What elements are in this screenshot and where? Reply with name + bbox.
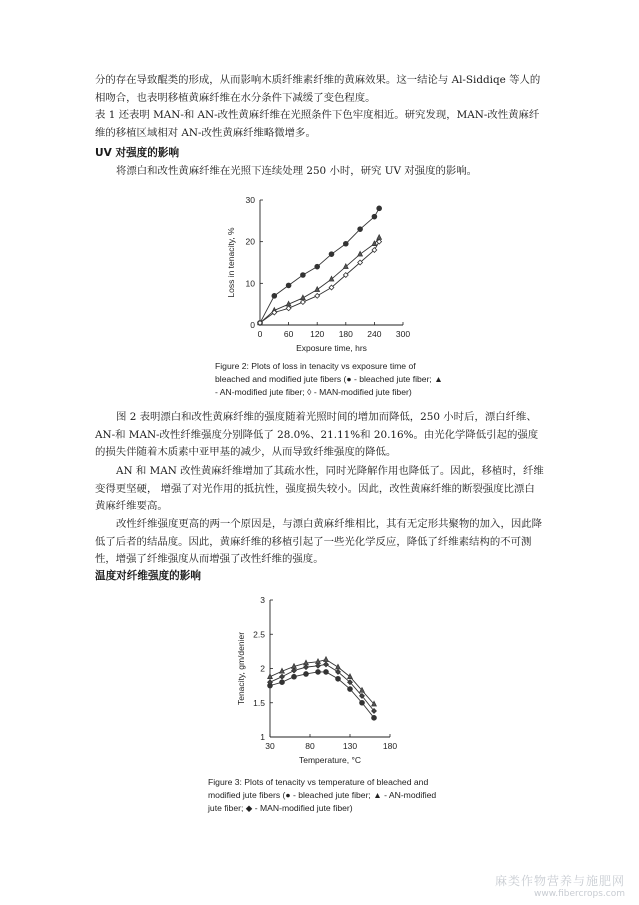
chart-2-y-tick-label: 2 — [260, 663, 265, 674]
chart-2-series-2-line — [270, 660, 374, 705]
chart-1-series-3-point — [315, 293, 320, 298]
chart-1-series-1-point — [358, 227, 363, 232]
chart-1-y-tick-label: 0 — [250, 320, 255, 330]
chart-1-y-tick-label: 30 — [245, 195, 255, 205]
chart-2-series-1-line — [270, 672, 374, 718]
figure-2-plot-area — [226, 195, 410, 353]
chart-2-series-2-point — [348, 674, 353, 679]
chart-2-series-3-point — [292, 668, 297, 673]
chart-2-series-3-line — [270, 664, 374, 711]
chart-1-y-tick-label: 20 — [245, 236, 255, 247]
paragraph-crystallinity: 改性纤维强度更高的两一个原因是，与漂白黄麻纤维相比，其有无定形共聚物的加入，因此降低了后者的结晶度。因此，黄麻纤维的移植引起了一些光化学反应，降低了纤维素结构的不可测性，增强了纤维强度从而增强了改性纤维的强度。 — [95, 518, 543, 566]
chart-1-series-2-point — [329, 276, 334, 281]
chart-2-x-tick-label: 180 — [382, 741, 398, 751]
chart-1-x-tick-label: 300 — [395, 329, 411, 339]
chart-1-series-1-point — [329, 252, 334, 257]
chart-1-x-tick-label: 60 — [283, 329, 294, 339]
chart-1-series-3-point — [286, 306, 291, 311]
chart-1-series-2-point — [358, 251, 363, 256]
chart-1-series-1-point — [315, 264, 320, 269]
chart-1-series-2-point — [377, 235, 382, 240]
chart-1-series-1-point — [301, 273, 306, 278]
chart-2-y-tick-label: 3 — [260, 595, 265, 605]
chart-2-series-1-point — [360, 700, 365, 705]
paragraph-fig2-discussion: 图 2 表明漂白和改性黄麻纤维的强度随着光照时间的增加而降低，250 小时后，漂白纤维、AN-和 MAN-改性纤维强度分别降低了 28.0%、21.11%和 20.16%。由光化学降低引起的强度的损失伴随着木质素中亚甲基的减少，从而导致纤维强度的降低。 — [95, 411, 539, 459]
chart-2-series-1-point — [292, 674, 297, 679]
chart-2-series-1-point — [348, 687, 353, 692]
chart-2-y-tick-label: 2.5 — [253, 629, 265, 640]
chart-2-series-3-point — [304, 665, 309, 670]
chart-2-series-1-point — [304, 672, 309, 677]
chart-1-x-axis-label: Exposure time, hrs — [296, 343, 367, 353]
paragraph-uv-intro: 将漂白和改性黄麻纤维在光照下连续处理 250 小时，研究 UV 对强度的影响。 — [116, 165, 478, 177]
chart-2-series-1-point — [372, 715, 377, 720]
figure-3-plot-area — [236, 595, 397, 765]
watermark-name: 麻类作物营养与施肥网 — [494, 874, 625, 888]
figure-3-chart — [230, 590, 425, 775]
chart-1-series-1-point — [343, 241, 348, 246]
chart-1-series-2-point — [343, 264, 348, 269]
chart-2-y-tick-label: 1 — [260, 732, 265, 742]
chart-2-series-2-point — [336, 664, 341, 669]
chart-1-series-3-point — [301, 300, 306, 305]
chart-1-y-axis-label: Loss in tenacity, % — [226, 227, 236, 298]
chart-2-x-tick-label: 130 — [342, 741, 358, 751]
chart-2-y-axis-label: Tenacity, gm/denier — [236, 631, 246, 706]
chart-1-series-1-point — [372, 214, 377, 219]
chart-2-x-axis-label: Temperature, °C — [299, 755, 361, 765]
section-heading-temperature: 温度对纤维强度的影响 — [95, 570, 201, 582]
chart-2-series-2-point — [324, 657, 329, 662]
chart-2-x-tick-label: 80 — [305, 741, 315, 751]
chart-2-series-1-point — [280, 680, 285, 685]
chart-2-series-1-point — [336, 676, 341, 681]
chart-1-series-2-line — [260, 238, 379, 323]
watermark-url: www.fibercrops.com — [534, 889, 625, 899]
chart-2-series-3-point — [324, 662, 329, 667]
chart-2-series-1-point — [316, 670, 321, 675]
chart-1-x-tick-label: 180 — [338, 329, 353, 339]
paragraph-table1: 表 1 还表明 MAN-和 AN-改性黄麻纤维在光照条件下色牢度相近。研究发现，MAN-改性黄麻纤维的移植区域相对 AN-改性黄麻纤维略微增多。 — [95, 109, 540, 139]
chart-1-series-2-point — [315, 287, 320, 292]
chart-1-x-tick-label: 240 — [367, 329, 382, 339]
watermark — [495, 872, 625, 899]
paragraph-hydrophobicity: AN 和 MAN 改性黄麻纤维增加了其疏水性，同时光降解作用也降低了。因此，移植时，纤维变得更坚硬， 增强了对光作用的抵抗性，强度损失较小。因此，改性黄麻纤维的断裂强度比漂白黄麻纤维要高。 — [95, 465, 544, 513]
paragraph-intro: 分的存在导致醌类的形成，从而影响木质纤维素纤维的黄麻效果。这一结论与 Al-Siddiqe 等人的相吻合，也表明移植黄麻纤维在水分条件下减缓了变色程度。 — [95, 74, 541, 104]
chart-2-y-tick-label: 1.5 — [253, 697, 265, 708]
figure-3-caption: Figure 3: Plots of tenacity vs temperature of bleached and modified jute fibers (● - bleached jute fiber; ▲ - AN-modified jute fiber; ◆ - MAN-modified jute fiber) — [208, 777, 437, 813]
chart-1-x-tick-label: 120 — [310, 329, 325, 339]
chart-1-y-tick-label: 10 — [245, 278, 255, 289]
chart-2-series-3-point — [280, 674, 285, 679]
chart-1-series-1-point — [272, 293, 277, 298]
chart-1-series-1-point — [286, 283, 291, 288]
section-heading-uv: UV 对强度的影响 — [95, 147, 180, 159]
chart-1-series-1-point — [377, 206, 382, 211]
figure-2-chart — [220, 190, 440, 360]
chart-2-x-tick-label: 30 — [265, 741, 275, 751]
chart-1-x-tick-label: 0 — [257, 329, 263, 339]
chart-2-series-3-point — [316, 663, 321, 668]
chart-2-series-1-point — [324, 670, 329, 675]
figure-2-caption: Figure 2: Plots of loss in tenacity vs exposure time of bleached and modified jute fibers (● - bleached jute fiber; ▲ - AN-modified jute fiber; ◊ - MAN-modified jute fiber) — [215, 361, 443, 397]
